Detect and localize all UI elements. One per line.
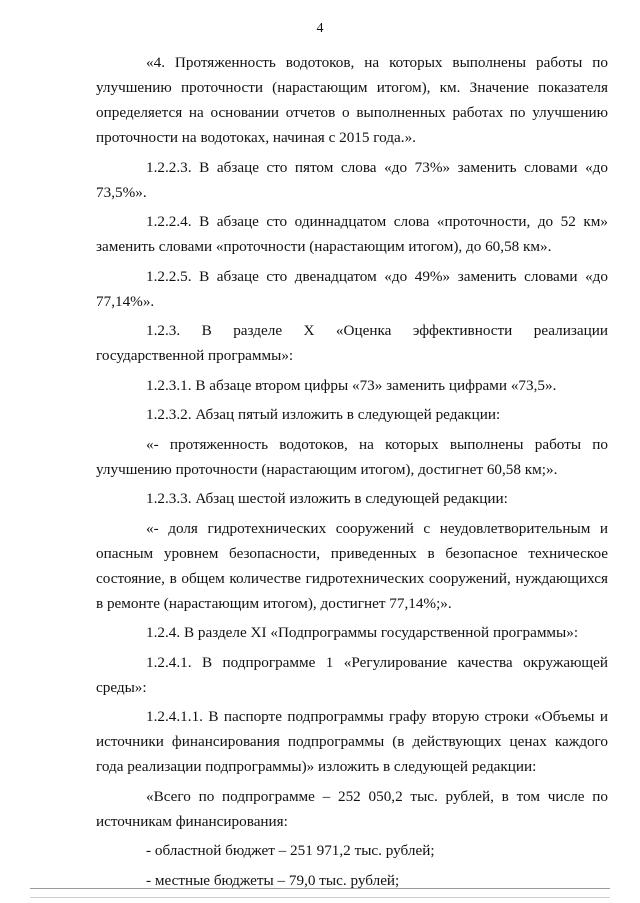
paragraph-quote-watercourses: «- протяженность водотоков, на которых выполнены работы по улучшению проточности (нарастающим итогом), достигнет 60,58 км;». (96, 435, 608, 478)
scan-bottom-edge (30, 888, 610, 889)
paragraph-local-budgets: - местные бюджеты – 79,0 тыс. рублей; (146, 871, 400, 889)
paragraph-1-2-2-3: 1.2.2.3. В абзаце сто пятом слова «до 73%» заменить словами «до 73,5%». (96, 158, 608, 201)
paragraph-1-2-3-1: 1.2.3.1. В абзаце втором цифры «73» заменить цифрами «73,5». (146, 376, 557, 394)
paragraph-total-funding: «Всего по подпрограмме – 252 050,2 тыс. рублей, в том числе по источникам финансирования: (96, 787, 608, 830)
paragraph-1-2-4-1: 1.2.4.1. В подпрограмме 1 «Регулирование качества окружающей среды»: (96, 653, 608, 696)
paragraph-1-2-2-5: 1.2.2.5. В абзаце сто двенадцатом «до 49%» заменить словами «до 77,14%». (96, 267, 608, 310)
paragraph-1-2-4: 1.2.4. В разделе XI «Подпрограммы государственной программы»: (146, 624, 579, 641)
paragraph-1-2-4-1-1: 1.2.4.1.1. В паспорте подпрограммы графу вторую строки «Объемы и источники финансирования подпрограммы (в действующих ценах каждого года реализации подпрограммы)» изложить в следующей редакции: (96, 708, 608, 775)
paragraph-regional-budget: - областной бюджет – 251 971,2 тыс. рублей; (146, 842, 435, 859)
scan-bottom-edge-shadow (30, 897, 610, 898)
page-number: 4 (316, 21, 324, 36)
paragraph-1-2-2-4: 1.2.2.4. В абзаце сто одиннадцатом слова «проточности, до 52 км» заменить словами «проточности (нарастающим итогом), до 60,58 км». (96, 213, 608, 255)
paragraph-indicator-4: «4. Протяженность водотоков, на которых выполнены работы по улучшению проточности (нарастающим итогом), км. Значение показателя определяется на основании отчетов о выполненных работах по улучшению проточности на водотоках, начиная с 2015 года.». (96, 54, 608, 146)
paragraph-1-2-3-3: 1.2.3.3. Абзац шестой изложить в следующей редакции: (146, 490, 508, 507)
paragraph-1-2-3-2: 1.2.3.2. Абзац пятый изложить в следующей редакции: (146, 406, 501, 423)
document-body (96, 50, 608, 897)
paragraph-quote-hydro-structures: «- доля гидротехнических сооружений с неудовлетворительным и опасным уровнем безопасности, приведенных в безопасное техническое состояние, в общем количестве гидротехнических сооружений, нуждающихся в ремонте (нарастающим итогом), достигнет 77,14%;». (96, 519, 608, 612)
paragraph-1-2-3: 1.2.3. В разделе X «Оценка эффективности реализации государственной программы»: (96, 322, 608, 364)
